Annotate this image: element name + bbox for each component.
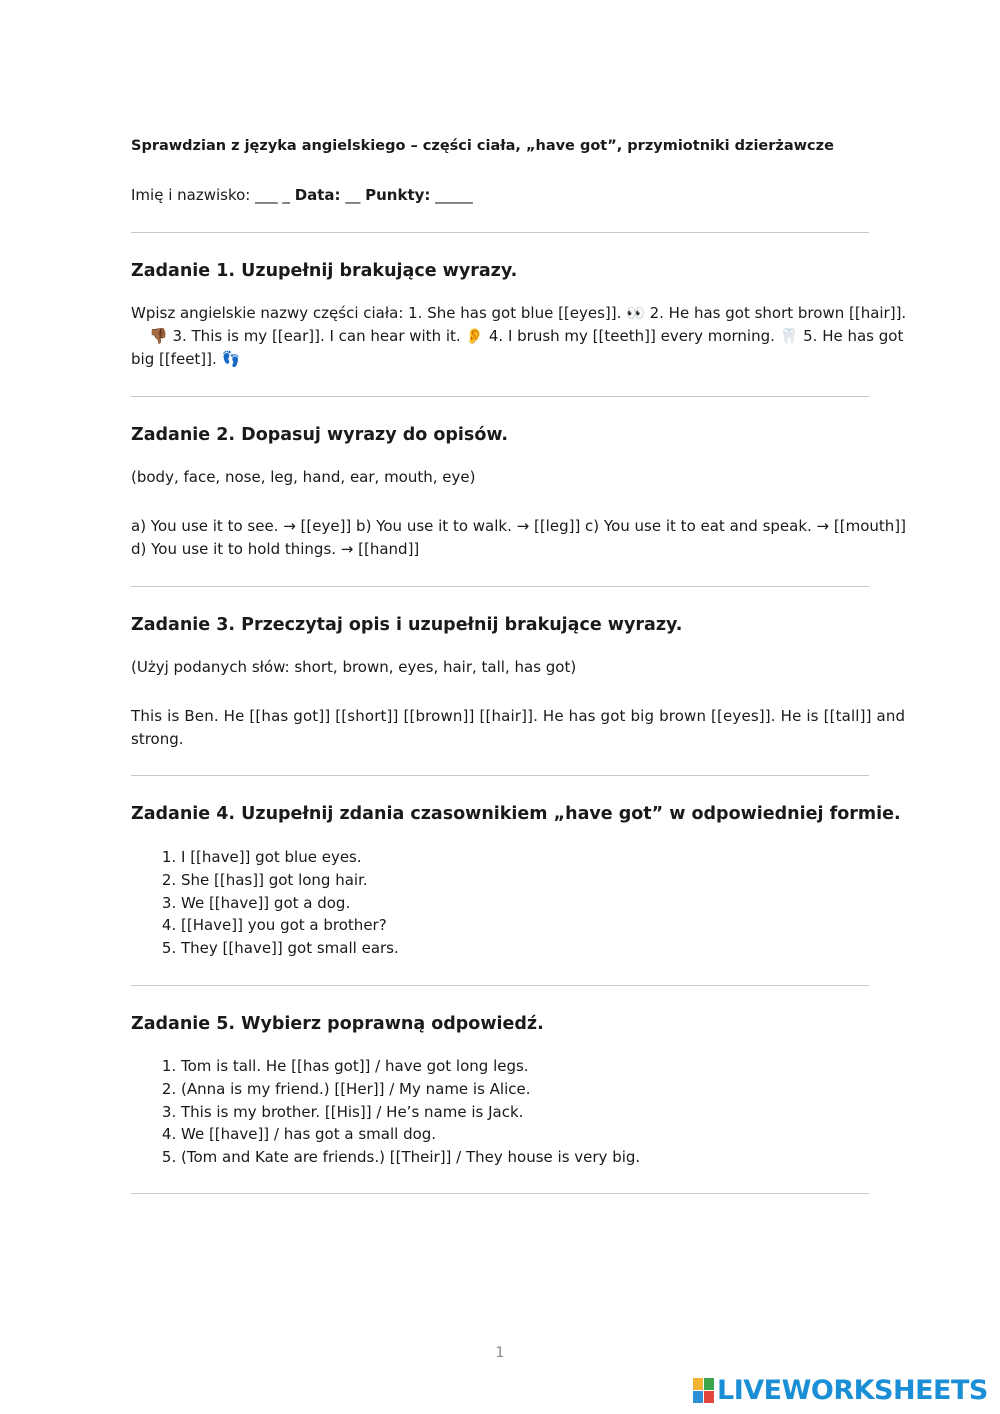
points-label: Punkty: bbox=[365, 186, 431, 204]
divider bbox=[131, 1193, 869, 1194]
name-blank[interactable]: ___ _ bbox=[255, 186, 290, 204]
task3-line: strong. bbox=[131, 730, 184, 748]
task1-line: Wpisz angielskie nazwy części ciała: 1. She has got blue [[eyes]]. 👀 2. He has got short brown [[hair]]. bbox=[131, 304, 907, 322]
name-label: Imię i nazwisko: bbox=[131, 186, 251, 204]
page-number: 1 bbox=[495, 1345, 505, 1361]
date-blank[interactable]: __ bbox=[345, 186, 361, 204]
mark-tile bbox=[704, 1378, 714, 1390]
task3-line: This is Ben. He [[has got]] [[short]] [[brown]] [[hair]]. He has got big brown [[eyes]]. He is [[tall]] and bbox=[131, 707, 906, 725]
divider bbox=[131, 985, 869, 986]
mark-tile bbox=[704, 1391, 714, 1403]
date-label: Data: bbox=[294, 186, 341, 204]
task5-heading: Zadanie 5. Wybierz poprawną odpowiedź. bbox=[131, 1014, 544, 1034]
task2-heading: Zadanie 2. Dopasuj wyrazy do opisów. bbox=[131, 425, 509, 445]
document-title: Sprawdzian z języka angielskiego – części ciała, „have got”, przymiotniki dzierżawcze bbox=[131, 138, 834, 154]
list-item: 2. (Anna is my friend.) [[Her]] / My name is Alice. bbox=[181, 1078, 640, 1101]
task2-line: d) You use it to hold things. → [[hand]] bbox=[131, 540, 420, 558]
divider bbox=[131, 586, 869, 587]
list-item: 1. Tom is tall. He [[has got]] / have got long legs. bbox=[181, 1055, 640, 1078]
mark-tile bbox=[693, 1391, 703, 1403]
mark-tile bbox=[693, 1378, 703, 1390]
student-info-line bbox=[131, 186, 473, 204]
divider bbox=[131, 775, 869, 776]
list-item: 1. I [[have]] got blue eyes. bbox=[181, 846, 399, 869]
liveworksheets-mark-icon bbox=[693, 1378, 714, 1403]
task1-line: 👎🏾 3. This is my [[ear]]. I can hear with it. 👂 4. I brush my [[teeth]] every morning. 🦷 5. He has got bbox=[149, 327, 904, 345]
divider bbox=[131, 232, 869, 233]
list-item: 4. [[Have]] you got a brother? bbox=[181, 914, 399, 937]
brand-name: LIVEWORKSHEETS bbox=[717, 1374, 988, 1406]
list-item: 4. We [[have]] / has got a small dog. bbox=[181, 1123, 640, 1146]
liveworksheets-logo[interactable] bbox=[693, 1376, 988, 1404]
task2-line: a) You use it to see. → [[eye]] b) You use it to walk. → [[leg]] c) You use it to eat and speak. → [[mouth]] bbox=[131, 517, 906, 535]
divider bbox=[131, 396, 869, 397]
list-item: 2. She [[has]] got long hair. bbox=[181, 869, 399, 892]
points-blank[interactable]: _____ bbox=[435, 186, 473, 204]
task2-word-bank: (body, face, nose, leg, hand, ear, mouth, eye) bbox=[131, 468, 476, 486]
task3-heading: Zadanie 3. Przeczytaj opis i uzupełnij brakujące wyrazy. bbox=[131, 615, 683, 635]
task4-list bbox=[131, 846, 399, 960]
task5-list bbox=[131, 1055, 640, 1169]
list-item: 3. This is my brother. [[His]] / He’s name is Jack. bbox=[181, 1101, 640, 1124]
list-item: 5. They [[have]] got small ears. bbox=[181, 937, 399, 960]
task3-word-bank: (Użyj podanych słów: short, brown, eyes, hair, tall, has got) bbox=[131, 658, 577, 676]
task4-heading: Zadanie 4. Uzupełnij zdania czasownikiem „have got” w odpowiedniej formie. bbox=[131, 804, 901, 824]
task1-line: big [[feet]]. 👣 bbox=[131, 350, 241, 368]
list-item: 5. (Tom and Kate are friends.) [[Their]] / They house is very big. bbox=[181, 1146, 640, 1169]
task1-heading: Zadanie 1. Uzupełnij brakujące wyrazy. bbox=[131, 261, 518, 281]
list-item: 3. We [[have]] got a dog. bbox=[181, 892, 399, 915]
